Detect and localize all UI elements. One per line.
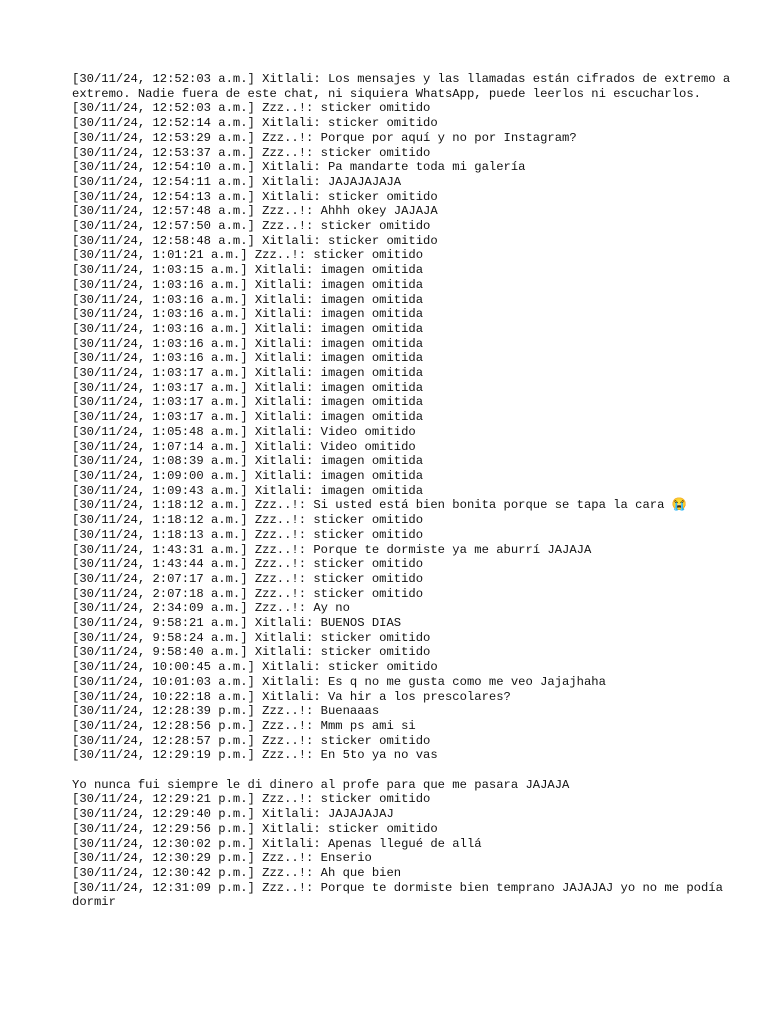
message-line: [30/11/24, 1:09:43 a.m.] Xitlali: imagen omitida <box>72 483 424 498</box>
message-line: [30/11/24, 2:34:09 a.m.] Zzz..!: Ay no <box>72 601 350 616</box>
message-line: [30/11/24, 12:30:02 p.m.] Xitlali: Apenas llegué de allá <box>72 836 482 851</box>
message-line: [30/11/24, 1:05:48 a.m.] Xitlali: Video omitido <box>72 424 416 439</box>
message-line: [30/11/24, 9:58:24 a.m.] Xitlali: sticker omitido <box>72 630 431 645</box>
message-line: [30/11/24, 12:30:29 p.m.] Zzz..!: Enserio <box>72 851 372 866</box>
message-line: [30/11/24, 1:03:17 a.m.] Xitlali: imagen omitida <box>72 380 424 395</box>
message-line: [30/11/24, 10:22:18 a.m.] Xitlali: Va hir a los prescolares? <box>72 689 511 704</box>
message-line: [30/11/24, 1:03:16 a.m.] Xitlali: imagen omitida <box>72 351 424 366</box>
message-line: [30/11/24, 12:29:40 p.m.] Xitlali: JAJAJAJAJ <box>72 807 394 822</box>
message-line: [30/11/24, 12:57:48 a.m.] Zzz..!: Ahhh okey JAJAJA <box>72 204 438 219</box>
message-line: [30/11/24, 12:57:50 a.m.] Zzz..!: sticker omitido <box>72 219 431 234</box>
message-line: [30/11/24, 12:30:42 p.m.] Zzz..!: Ah que bien <box>72 865 402 880</box>
message-line: [30/11/24, 2:07:18 a.m.] Zzz..!: sticker omitido <box>72 586 424 601</box>
message-line: [30/11/24, 1:03:16 a.m.] Xitlali: imagen omitida <box>72 321 424 336</box>
message-line: [30/11/24, 1:03:17 a.m.] Xitlali: imagen omitida <box>72 395 424 410</box>
message-line: [30/11/24, 12:52:03 a.m.] Xitlali: Los mensajes y las llamadas están cifrados de extremo a extremo. Nadie fuera de este chat, ni siquiera WhatsApp, puede leerlos ni escucharlos. <box>72 72 738 101</box>
message-line: [30/11/24, 1:43:31 a.m.] Zzz..!: Porque te dormiste ya me aburrí JAJAJA <box>72 542 592 557</box>
message-line: [30/11/24, 12:53:37 a.m.] Zzz..!: sticker omitido <box>72 145 431 160</box>
message-line: [30/11/24, 1:03:16 a.m.] Xitlali: imagen omitida <box>72 277 424 292</box>
message-line: Yo nunca fui siempre le di dinero al profe para que me pasara JAJAJA <box>72 777 570 792</box>
message-line: [30/11/24, 1:01:21 a.m.] Zzz..!: sticker omitido <box>72 248 424 263</box>
message-line: [30/11/24, 9:58:21 a.m.] Xitlali: BUENOS DIAS <box>72 616 402 631</box>
message-line: [30/11/24, 12:52:03 a.m.] Zzz..!: sticker omitido <box>72 101 431 116</box>
message-line: [30/11/24, 12:52:14 a.m.] Xitlali: sticker omitido <box>72 116 438 131</box>
message-line: [30/11/24, 1:03:16 a.m.] Xitlali: imagen omitida <box>72 292 424 307</box>
message-line: [30/11/24, 9:58:40 a.m.] Xitlali: sticker omitido <box>72 645 431 660</box>
message-line: [30/11/24, 12:58:48 a.m.] Xitlali: sticker omitido <box>72 233 438 248</box>
message-line: [30/11/24, 12:54:11 a.m.] Xitlali: JAJAJAJAJA <box>72 174 402 189</box>
message-line: [30/11/24, 12:29:21 p.m.] Zzz..!: sticker omitido <box>72 792 431 807</box>
message-line: [30/11/24, 10:00:45 a.m.] Xitlali: sticker omitido <box>72 660 438 675</box>
message-line: [30/11/24, 1:18:12 a.m.] Zzz..!: Si usted está bien bonita porque se tapa la cara 😭 <box>72 498 687 513</box>
message-line: [30/11/24, 1:43:44 a.m.] Zzz..!: sticker omitido <box>72 557 424 572</box>
message-line: [30/11/24, 1:03:15 a.m.] Xitlali: imagen omitida <box>72 263 424 278</box>
blank-line <box>72 763 732 778</box>
message-line: [30/11/24, 12:28:56 p.m.] Zzz..!: Mmm ps ami si <box>72 718 416 733</box>
message-line: [30/11/24, 12:28:57 p.m.] Zzz..!: sticker omitido <box>72 733 431 748</box>
message-line: [30/11/24, 1:03:16 a.m.] Xitlali: imagen omitida <box>72 307 424 322</box>
chat-transcript-page <box>72 72 738 910</box>
message-line: [30/11/24, 12:28:39 p.m.] Zzz..!: Buenaaas <box>72 704 380 719</box>
message-line: [30/11/24, 12:29:19 p.m.] Zzz..!: En 5to ya no vas <box>72 748 438 763</box>
message-line: [30/11/24, 12:54:10 a.m.] Xitlali: Pa mandarte toda mi galería <box>72 160 526 175</box>
message-line: [30/11/24, 12:54:13 a.m.] Xitlali: sticker omitido <box>72 189 438 204</box>
message-line: [30/11/24, 1:07:14 a.m.] Xitlali: Video omitido <box>72 439 416 454</box>
message-line: [30/11/24, 12:29:56 p.m.] Xitlali: sticker omitido <box>72 821 438 836</box>
message-line: [30/11/24, 2:07:17 a.m.] Zzz..!: sticker omitido <box>72 571 424 586</box>
message-line: [30/11/24, 12:31:09 p.m.] Zzz..!: Porque te dormiste bien temprano JAJAJAJ yo no me podía dormir <box>72 880 731 910</box>
message-line: [30/11/24, 1:03:16 a.m.] Xitlali: imagen omitida <box>72 336 424 351</box>
message-line: [30/11/24, 12:53:29 a.m.] Zzz..!: Porque por aquí y no por Instagram? <box>72 130 577 145</box>
message-line: [30/11/24, 1:18:12 a.m.] Zzz..!: sticker omitido <box>72 513 424 528</box>
message-line: [30/11/24, 1:03:17 a.m.] Xitlali: imagen omitida <box>72 410 424 425</box>
message-line: [30/11/24, 1:09:00 a.m.] Xitlali: imagen omitida <box>72 468 424 483</box>
message-line: [30/11/24, 1:03:17 a.m.] Xitlali: imagen omitida <box>72 366 424 381</box>
message-line: [30/11/24, 10:01:03 a.m.] Xitlali: Es q no me gusta como me veo Jajajhaha <box>72 674 606 689</box>
message-line: [30/11/24, 1:18:13 a.m.] Zzz..!: sticker omitido <box>72 527 424 542</box>
message-line: [30/11/24, 1:08:39 a.m.] Xitlali: imagen omitida <box>72 454 424 469</box>
